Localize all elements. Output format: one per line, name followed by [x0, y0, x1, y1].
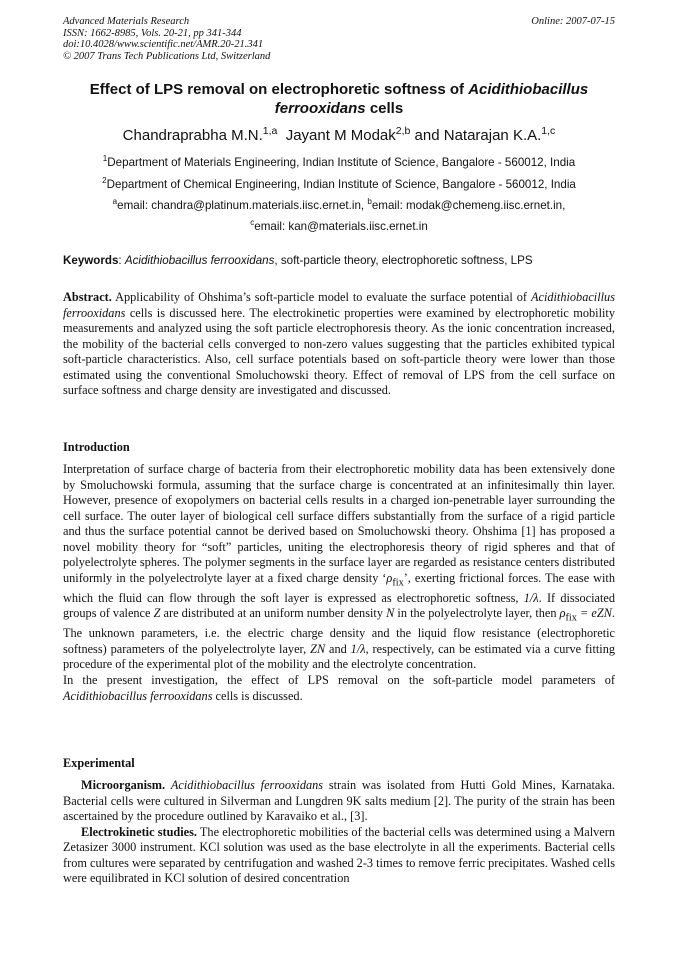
electro-text: The electrophoretic mobilities of the bacterial cells was determined using a Malvern Zetasizer 3000 instrument. KCl solution was used as the base electrolyte in all the experiments. Bacterial cells from cultures were separated by centrifugation and washed 2-3 times to remove ferric precipitates. Washed cells were equilibrated in KCl solution of desired concentration — [63, 824, 615, 886]
email-a: email: chandra@platinum.materials.iisc.ernet.in, — [117, 199, 365, 212]
abstract-label: Abstract. — [63, 290, 112, 304]
title-part2: cells — [365, 100, 404, 117]
zn-term: ZN — [310, 641, 326, 656]
aff-sup: 1 — [102, 154, 108, 164]
experimental-paragraphs — [63, 778, 615, 887]
fix-subscript: fix — [565, 612, 577, 624]
journal-header — [63, 16, 270, 62]
intro-text: . The unknown parameters, i.e. the electric charge density and the liquid flow resistance (electrophoretic softness) parameters of the polyelectrolyte layer, — [63, 606, 615, 656]
email-sup: b — [367, 197, 372, 207]
online-date: Online: 2007-07-15 — [531, 16, 615, 27]
intro-text: Interpretation of surface charge of bacteria from their electrophoretic mobility data has been extensively done by Smoluchowski formula, assuming that the surface charge is concentrated at an infinitesimally thin layer. However, presence of exopolymers on bacterial cells results in a charged ion-penetrable layer surrounding the cell surface. The outer layer of biological cell surface differs substantially from the surface of a rigid particle and thus the surface potential cannot be derived based on Smoluchowski theory. Ohshima [1] has proposed a novel mobility theory for “soft” particles, uniting the electrophoresis theory of rigid spheres and that of polyelectrolyte spheres. The polymer segments in the surface layer are regarded as resistance centers distributed uniformly in the polyelectrolyte layer at a fixed charge density ‘ — [63, 462, 615, 585]
author-sup: 2,b — [395, 125, 411, 137]
micro-label: Microorganism. — [81, 778, 166, 792]
rho-symbol: ρ — [559, 606, 566, 621]
affiliation-1 — [63, 156, 615, 169]
valence-z: Z — [153, 606, 161, 621]
keywords-rest: , soft-particle theory, electrophoretic softness, LPS — [274, 254, 533, 267]
author-name: Natarajan K.A. — [443, 127, 542, 144]
paper-title — [63, 80, 615, 118]
fix-subscript: fix — [392, 577, 404, 589]
intro-italic: Acidithiobacillus ferrooxidans — [63, 688, 213, 703]
intro-text: In the present investigation, the effect of LPS removal on the soft-particle model parameters of — [63, 673, 615, 688]
inv-lambda: 1/λ — [350, 641, 366, 656]
abstract-italic: Acidithiobacillus ferrooxidans — [63, 290, 615, 320]
keywords-label: Keywords — [63, 254, 119, 267]
author-sup: 1,a — [262, 125, 278, 137]
micro-italic: Acidithiobacillus ferrooxidans — [170, 778, 324, 792]
email-sup: a — [112, 197, 118, 207]
journal-name: Advanced Materials Research — [63, 16, 190, 27]
number-density-n: N — [386, 606, 395, 621]
intro-text: in the polyelectrolyte layer, then — [394, 606, 560, 621]
intro-text: . If dissociated groups of valence — [63, 590, 615, 621]
section-heading-experimental: Experimental — [63, 756, 135, 770]
emails-line — [63, 199, 615, 212]
inv-lambda: 1/λ — [523, 590, 539, 605]
doi: doi:10.4028/www.scientific.net/AMR.20-21.341 — [63, 39, 264, 51]
intro-text: are distributed at an uniform number density — [160, 606, 387, 621]
email-c: email: kan@materials.iisc.ernet.in — [254, 220, 428, 233]
aff-sup: 2 — [102, 176, 107, 186]
abstract-text: cells is discussed here. The electrokinetic properties were examined by electrophoretic mobility measurements and analyzed using the soft particle electrophoresis theory. As the ionic concentration increased, the mobility of the bacterial cells converged to non-zero values suggesting that the particles exhibited typical soft-particle characteristics. Also, cell surface potentials based on soft-particle theory were lower than those estimated using the conventional Smoluchowski theory. Effect of removal of LPS from the cell surface on surface softness and charge density are investigated and discussed. — [63, 305, 615, 398]
email-b: email: modak@chemeng.iisc.ernet.in, — [371, 199, 566, 212]
abstract — [63, 290, 615, 399]
keywords-italic: Acidithiobacillus ferrooxidans — [124, 254, 275, 267]
aff-text: Department of Materials Engineering, Indian Institute of Science, Bangalore - 560012, India — [107, 156, 576, 169]
section-heading-introduction: Introduction — [63, 440, 130, 454]
issn: ISSN: 1662-8985, Vols. 20-21, pp 341-344 — [63, 27, 242, 39]
rho-symbol: ρ — [386, 570, 393, 585]
author-name: Chandraprabha M.N. — [122, 127, 263, 144]
copyright: © 2007 Trans Tech Publications Ltd, Switzerland — [63, 50, 271, 62]
micro-text: strain was isolated from Hutti Gold Mines, Karnataka. Bacterial cells were cultured in Silverman and Lungdren 9K salts medium [2]. The purity of the strain has been ascertained by the procedure outlined by Karavaiko et al., [3]. — [63, 778, 615, 824]
title-part1: Effect of LPS removal on electrophoretic softness of — [89, 81, 469, 98]
equation: = eZN — [576, 606, 612, 621]
intro-text: ’, exerting frictional forces. The ease with which the fluid can flow through the soft layer is expressed as electrophoretic softness, — [63, 570, 615, 605]
author-list — [63, 127, 615, 144]
abstract-text: Applicability of Ohshima’s soft-particle model to evaluate the surface potential of — [111, 290, 531, 304]
intro-text: cells is discussed. — [212, 688, 303, 703]
authors-separator: and — [410, 127, 444, 144]
introduction-paragraph — [63, 462, 615, 704]
email-sup: c — [250, 218, 255, 228]
author-name: Jayant M Modak — [285, 127, 396, 144]
keywords: Keywords: Acidithiobacillus ferrooxidans, soft-particle theory, electrophoretic softness, LPS — [63, 254, 533, 267]
title-italic: Acidithiobacillus ferrooxidans — [274, 81, 589, 117]
electro-label: Electrokinetic studies. — [81, 824, 197, 839]
email-c-line — [63, 220, 615, 233]
author-sup: 1,c — [541, 125, 556, 137]
affiliation-2 — [63, 178, 615, 191]
intro-text: , respectively, can be estimated via a curve fitting procedure of the experimental plot of the mobility and the electrolyte concentration. — [63, 641, 615, 672]
aff-text: Department of Chemical Engineering, Indian Institute of Science, Bangalore - 560012, India — [106, 178, 576, 191]
intro-text: and — [325, 641, 351, 656]
